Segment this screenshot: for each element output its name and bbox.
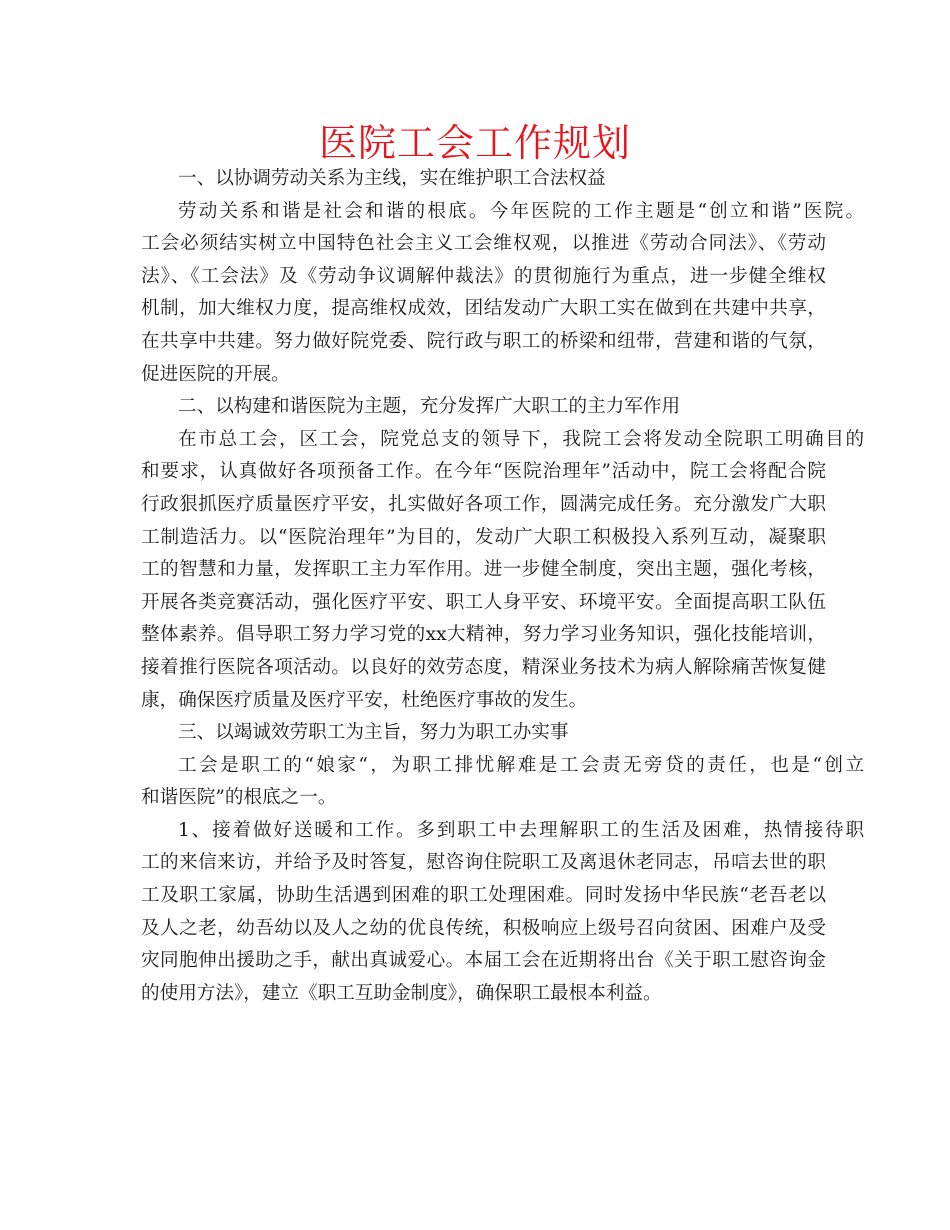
paragraph-line: 的使用方法》，建立《职工互助金制度》，确保职工最根本利益。 (141, 982, 662, 1004)
paragraph-line: 康，确保医疗质量及医疗平安，杜绝医疗事故的发生。 (141, 689, 588, 711)
document-title: 医院工会工作规划 (318, 121, 631, 165)
paragraph-line: 和谐医院”的根底之一。 (141, 787, 337, 809)
paragraph-line: 灾同胞伸出援助之手，献出真诚爱心。本届工会在近期将出台《关于职工慰咨询金 (141, 950, 826, 972)
paragraph-line: 接着推行医院各项活动。以良好的效劳态度，精深业务技术为病人解除痛苦恢复健 (141, 656, 826, 678)
paragraph-line: 整体素养。倡导职工努力学习党的xx大精神，努力学习业务知识，强化技能培训， (141, 624, 826, 646)
paragraph-line: 机制，加大维权力度，提高维权成效，团结发动广大职工实在做到在共建中共享， (141, 298, 826, 320)
paragraph-line: 工及职工家属，协助生活遇到困难的职工处理困难。同时发扬中华民族“老吾老以 (141, 885, 826, 907)
paragraph-line: 工会必须结实树立中国特色社会主义工会维权观，以推进《劳动合同法》、《劳动 (141, 233, 826, 255)
document-body (141, 163, 863, 1010)
paragraph-line: 开展各类竞赛活动，强化医疗平安、职工人身平安、环境平安。全面提高职工队伍 (141, 591, 826, 613)
section-heading-3: 三、以竭诚效劳职工为主旨，努力为职工办实事 (178, 722, 569, 744)
paragraph-line: 工的智慧和力量，发挥职工主力军作用。进一步健全制度，突出主题，强化考核， (141, 559, 826, 581)
paragraph-line: 工的来信来访，并给予及时答复，慰咨询住院职工及离退休老同志，吊唁去世的职 (141, 852, 826, 874)
paragraph-line: 行政狠抓医疗质量医疗平安，扎实做好各项工作，圆满完成任务。充分激发广大职 (141, 493, 826, 515)
paragraph-line: 法》、《工会法》及《劳动争议调解仲裁法》的贯彻施行为重点，进一步健全维权 (141, 265, 826, 287)
paragraph-line: 工会是职工的“娘家“，为职工排忧解难是工会责无旁贷的责任，也是“创立 (178, 754, 863, 776)
paragraph-line: 在市总工会，区工会，院党总支的领导下，我院工会将发动全院职工明确目的 (178, 428, 863, 450)
paragraph-line: 劳动关系和谐是社会和谐的根底。今年医院的工作主题是“创立和谐”医院。 (178, 200, 863, 222)
paragraph-line: 1、接着做好送暖和工作。多到职工中去理解职工的生活及困难，热情接待职 (178, 819, 863, 841)
paragraph-line: 工制造活力。以“医院治理年”为目的，发动广大职工积极投入系列互动，凝聚职 (141, 526, 826, 548)
section-heading-2: 二、以构建和谐医院为主题，充分发挥广大职工的主力军作用 (178, 396, 681, 418)
paragraph-line: 在共享中共建。努力做好院党委、院行政与职工的桥梁和纽带，营建和谐的气氛， (141, 330, 826, 352)
section-heading-1: 一、以协调劳动关系为主线，实在维护职工合法权益 (178, 168, 606, 189)
paragraph-line: 和要求，认真做好各项预备工作。在今年“医院治理年”活动中，院工会将配合院 (141, 461, 826, 483)
paragraph-line: 及人之老，幼吾幼以及人之幼的优良传统，积极响应上级号召向贫困、困难户及受 (141, 917, 826, 939)
paragraph-line: 促进医院的开展。 (141, 363, 290, 385)
